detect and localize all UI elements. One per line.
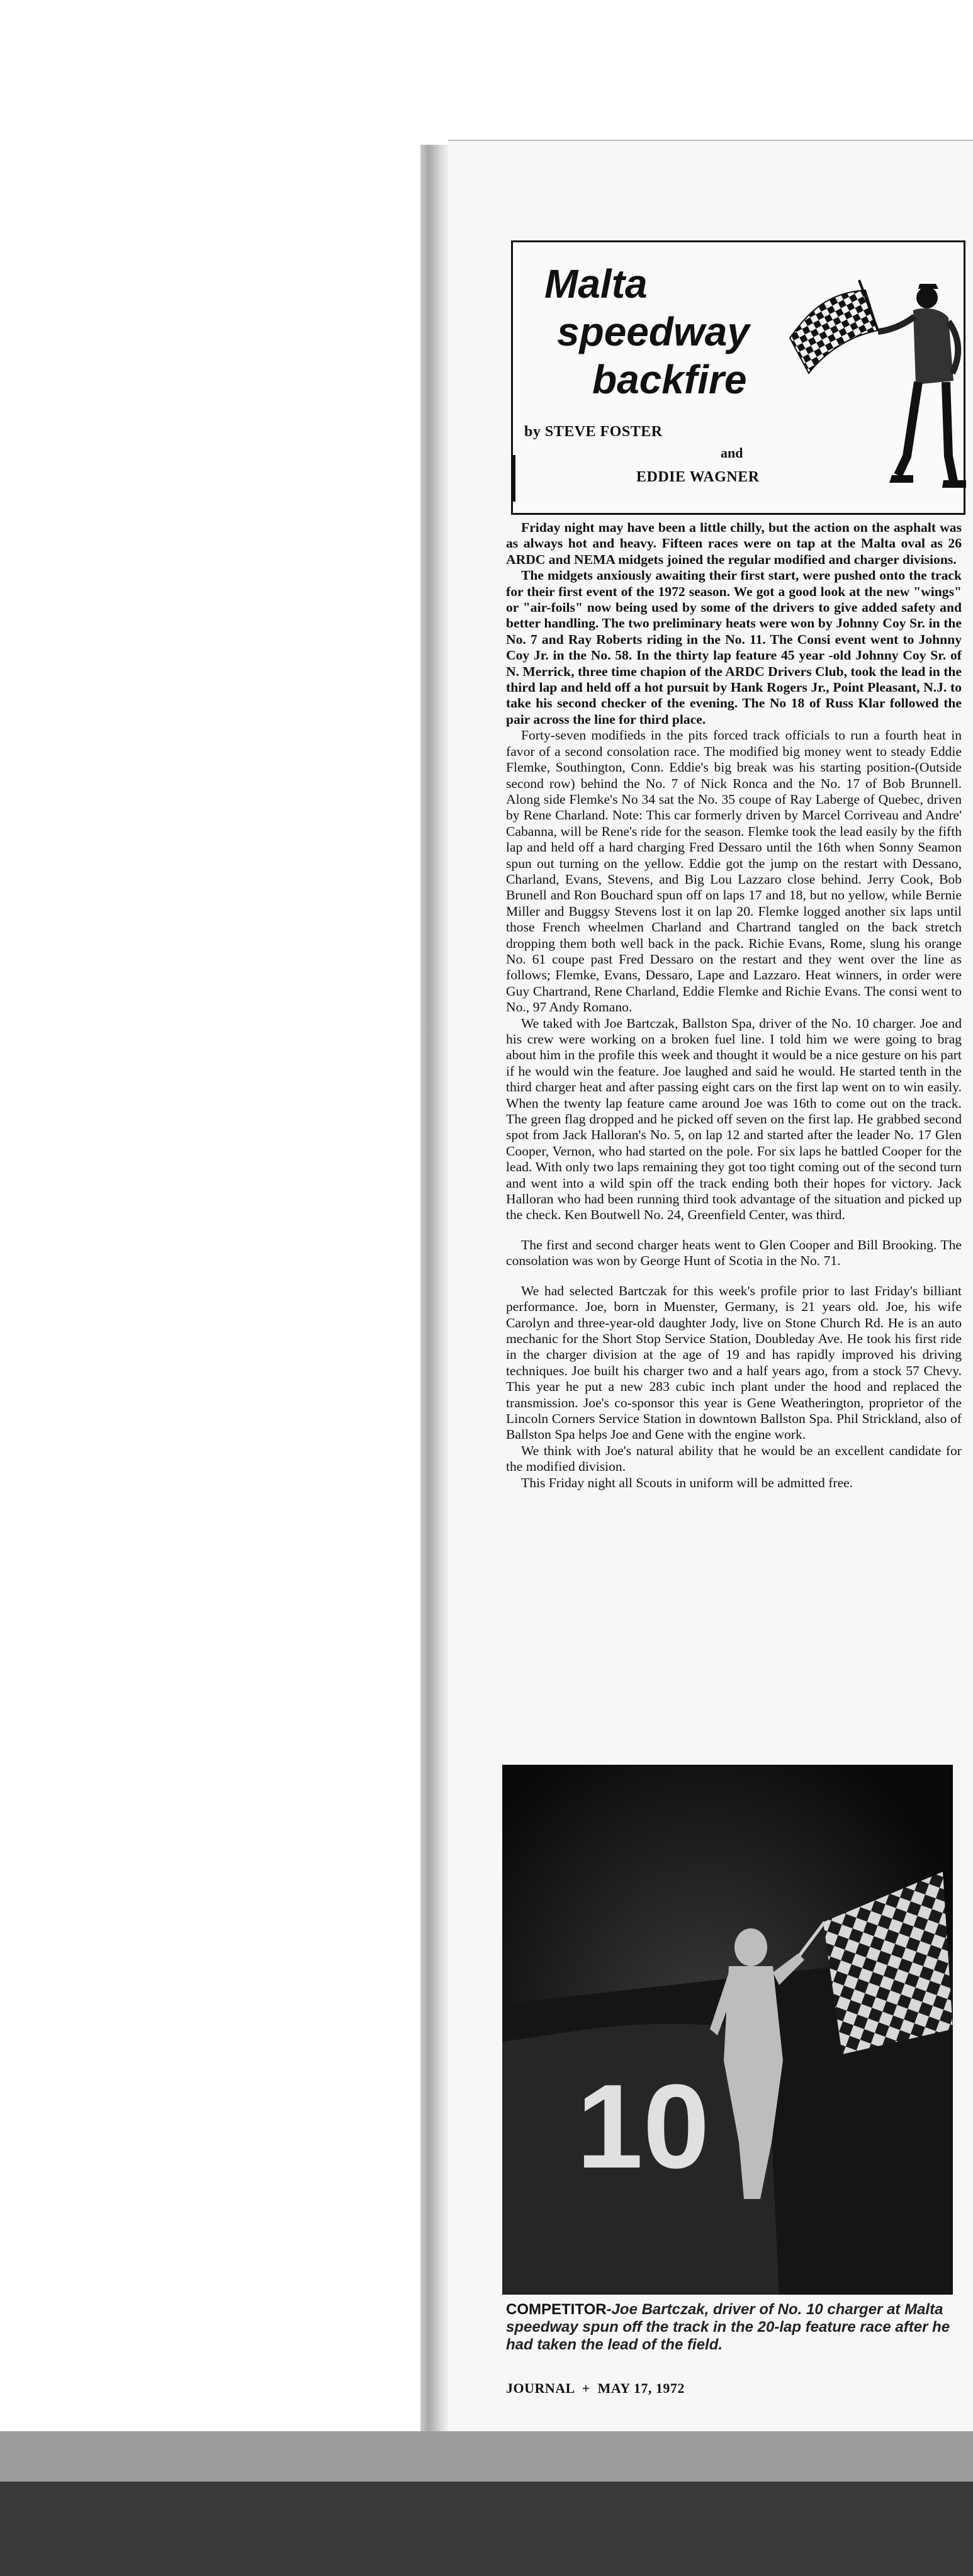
article-paragraph: This Friday night all Scouts in uniform will be admitted free. [521, 1475, 853, 1490]
headline-line-2: speedway [557, 309, 750, 354]
byline-first-author: by STEVE FOSTER [524, 424, 663, 440]
caption-lead: COMPETITOR [506, 2301, 607, 2318]
article-paragraph: We had selected Bartczak for this week's profile prior to last Friday's billiant performance. Joe, born in Muenster, Germany, is 21 years old. Joe, his wife Carolyn and three-year-old daughter Jody, live on Stone Church Rd. He is an auto mechanic for the Short Stop Service Station, Doubleday Ave. He took his first ride in the charger division at the age of 19 and has rapidly improved his driving techniques. Joe built his charger two and a half years ago, from a stock 57 Chevy. This year he put a new 283 cubic inch plant under the hood and replaced the transmission. Joe's co-sponsor this year is Gene Weatherington, proprietor of the Lincoln Corners Service Station in downtown Ballston Spa. Phil Strickland, also of Ballston Spa helps Joe and Gene with the engine work. [506, 1283, 962, 1443]
headline-box [511, 240, 965, 515]
page-fold-shadow [420, 145, 448, 2448]
article-paragraph: Forty-seven modifieds in the pits forced track officials to run a fourth heat in favor of a second consolation race. The modified big money went to steady Eddie Flemke, Southington, Conn. Eddie's big break was his starting position-(Outside second row) behind the No. 7 of Nick Ronca and the No. 17 of Bob Brunnell. Along side Flemke's No 34 sat the No. 35 coupe of Ray Laberge of Quebec, driven by Rene Charland. Note: This car formerly driven by Marcel Corriveau and Andre' Cabanna, will be Rene's ride for the season. Flemke took the lead easily by the fifth lap and held off a hard charging Fred Dessaro until the 16th when Sonny Seamon spun out turning on the yellow. Eddie got the jump on the restart with Dessano, Charland, Evans, Stevens, and Big Lou Lazzaro close behind. Jerry Cook, Bob Brunell and Ron Bouchard spun off on laps 17 and 18, but no yellow, while Bernie Miller and Buggsy Stevens lost it on lap 20. Flemke logged another six laps until those French wheelmen Charland and Chartrand tangled on the back stretch dropping them both well back in the pack. Richie Evans, Rome, slung his orange No. 61 coupe past Fred Dessaro on the restart and they went over the line as follows; Flemke, Evans, Dessaro, Lape and Lazzaro. Heat winners, in order were Guy Chartrand, Rene Charland, Eddie Flemke and Richie Evans. The consi went to No., 97 Andy Romano. [506, 728, 962, 1015]
headline [544, 260, 752, 403]
race-photo [502, 1765, 953, 2295]
car-number: 10 [576, 2060, 710, 2193]
byline-divider [513, 455, 515, 502]
article-paragraph: Friday night may have been a little chilly, but the action on the asphalt was as always hot and heavy. Fifteen races were on tap at the Malta oval as 26 ARDC and NEMA midgets joined the regular modified and charger divisions. [506, 520, 962, 567]
byline-second-author: EDDIE WAGNER [636, 469, 760, 485]
publication-date: MAY 17, 1972 [597, 2380, 685, 2396]
checkered-flag-icon [784, 267, 966, 513]
article-paragraph: The midgets anxiously awaiting their first start, were pushed onto the track for their first event of the 1972 season. We got a good look at the new "wings" or "air-foils" now being used by some of the drivers to give added safety and better handling. The two preliminary heats were won by Johnny Coy Sr. in the No. 7 and Ray Roberts riding in the No. 11. The Consi event went to Johnny Coy Jr. in the No. 58. In the thirty lap feature 45 year -old Johnny Coy Sr. of N. Merrick, three time chapion of the ARDC Drivers Club, took the lead in the third lap and held off a hot pursuit by Hank Rogers Jr., Point Pleasant, N.J. to take his second checker of the evening. The No 18 of Russ Klar followed the pair across the line for third place. [506, 568, 962, 727]
headline-line-1: Malta [544, 261, 648, 307]
publication-name: JOURNAL [506, 2380, 575, 2396]
article-paragraph: The first and second charger heats went to Glen Cooper and Bill Brooking. The consolation was won by George Hunt of Scotia in the No. 71. [506, 1237, 962, 1269]
byline-conjunction: and [721, 445, 743, 461]
scanner-background [0, 2431, 973, 2576]
footer-separator: + [582, 2380, 590, 2396]
publication-footer [506, 2380, 685, 2397]
article-paragraph: We taked with Joe Bartczak, Ballston Spa, driver of the No. 10 charger. Joe and his crew were working on a broken fuel line. I told him we were going to brag about him in the profile this week and thought it would be a nice gesture on his part if he would win the feature. Joe laughed and said he would. He started tenth in the third charger heat and after passing eight cars on the first lap went on to win easily. When the twenty lap feature came around Joe was 16th to come out on the track. The green flag dropped and he picked off seven on the first lap. He grabbed second spot from Jack Halloran's No. 5, on lap 12 and started after the leader No. 17 Glen Cooper, Vernon, who had started on the pole. For six laps he battled Cooper for the lead. With only two laps remaining they got too tight coming out of the second turn and went into a wild spin off the track ending both their hopes for victory. Jack Halloran who had been running third took advantage of the situation and picked up the check. Ken Boutwell No. 24, Greenfield Center, was third. [506, 1015, 962, 1223]
headline-line-3: backfire [592, 357, 747, 402]
article-body [506, 520, 962, 1491]
caption-text: -Joe Bartczak, driver of No. 10 charger at Malta speedway spun off the track in the 20-lap feature race after he had taken the lead of the field. [506, 2301, 950, 2353]
newspaper-clipping [448, 140, 973, 2452]
article-paragraph: We think with Joe's natural ability that he would be an excellent candidate for the modified division. [506, 1443, 962, 1475]
photo-caption [506, 2301, 957, 2354]
